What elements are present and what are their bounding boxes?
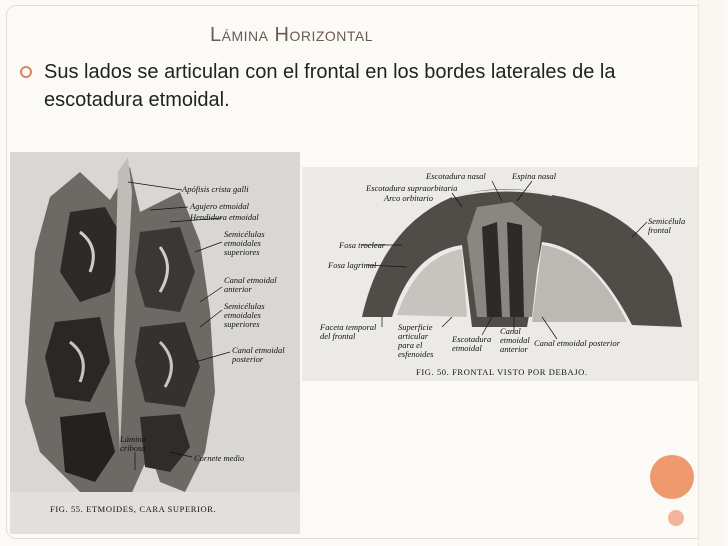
bullet-icon (20, 66, 32, 78)
label-apofisis-crista-galli: Apófisis crista galli (182, 184, 249, 194)
label-fosa-troclear: Fosa troclear (339, 240, 386, 250)
label-arco-orbitario: Arco orbitario (384, 193, 434, 203)
label-fosa-lagrimal: Fosa lagrimal (328, 260, 377, 270)
figure-right-caption: FIG. 50. FRONTAL VISTO POR DEBAJO. (416, 367, 588, 377)
decorative-circle-small (668, 510, 684, 526)
slide-side-stripe (698, 0, 723, 546)
label-espina-nasal: Espina nasal (512, 171, 557, 181)
label-canal-etmoidal-anterior: Canal etmoidal anterior (224, 275, 277, 294)
etmoides-illustration (10, 152, 300, 534)
bullet-item (20, 58, 690, 114)
label-canal-etmoidal-posterior-frontal: Canal etmoidal posterior (534, 338, 620, 348)
label-semicelula-frontal: Semicélula frontal (648, 216, 686, 235)
label-canal-etmoidal-posterior: Canal etmoidal posterior (232, 345, 285, 364)
decorative-circle-large (650, 455, 694, 499)
label-escotadura-supraorbitaria: Escotadura supraorbitaria (366, 183, 458, 193)
figure-etmoides (10, 152, 300, 534)
label-escotadura-nasal: Escotadura nasal (426, 171, 486, 181)
label-faceta-temporal: Faceta temporal del frontal (320, 322, 377, 341)
label-semicelulas-superiores: Semicélulas etmoidales superiores (224, 229, 265, 257)
label-agujero-etmoidal: Agujero etmoidal (190, 201, 249, 211)
figure-left-caption: FIG. 55. ETMOIDES, CARA SUPERIOR. (50, 504, 217, 514)
bullet-text: Sus lados se articulan con el frontal en los bordes laterales de la escotadura etmoidal. (44, 61, 616, 111)
label-semicelulas-superiores-2: Semicélulas etmoidales superiores (224, 301, 265, 329)
slide-title: Lámina Horizontal (210, 24, 374, 46)
label-lamina-cribosa: Lámina cribosa (120, 434, 146, 453)
figure-frontal (302, 167, 698, 381)
label-canal-etmoidal-anterior-frontal: Canal etmoidal anterior (500, 326, 530, 354)
label-superficie-articular: Superficie articular para el esfenoides (398, 322, 434, 359)
label-hendidura-etmoidal: Hendidura etmoidal (190, 212, 259, 222)
label-escotadura-etmoidal: Escotadura etmoidal (452, 334, 492, 353)
label-cornete-medio: Cornete medio (194, 453, 245, 463)
